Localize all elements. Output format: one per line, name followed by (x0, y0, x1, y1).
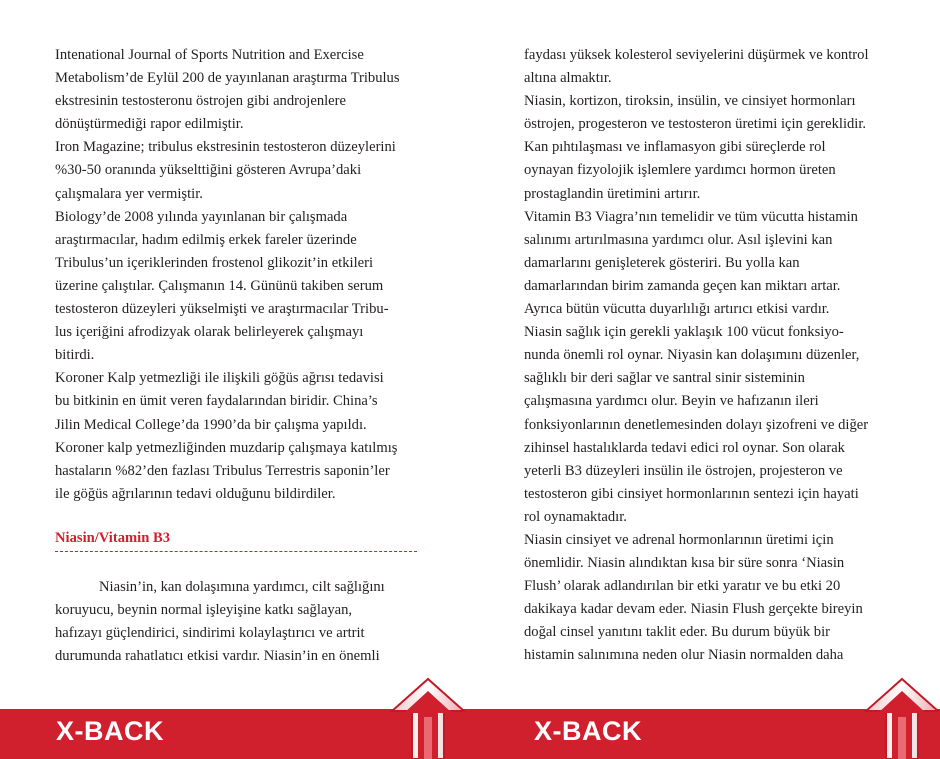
text-line: dakikaya kadar devam eder. Niasin Flush gerçekte bireyin (524, 601, 863, 618)
text-line: Niasin, kortizon, tiroksin, insülin, ve cinsiyet hormonları (524, 93, 856, 110)
text-line: nunda önemli rol oynar. Niyasin kan dolaşımını düzenler, (524, 347, 860, 364)
left-body-text (55, 44, 430, 506)
text-line: Intenational Journal of Sports Nutrition and Exercise (55, 47, 364, 63)
text-line: prostaglandin üretimini artırır. (524, 185, 701, 202)
up-arrow-icon[interactable] (864, 677, 940, 759)
text-line: Koroner kalp yetmezliğinden muzdarip çalışmaya katılmış (55, 439, 398, 456)
text-line: damarlarını genişleterek gösteriri. Bu yolla kan (524, 254, 800, 271)
text-line: Koroner Kalp yetmezliği ile ilişkili göğüs ağrısı tedavisi (55, 370, 384, 387)
text-line: lus içeriğini afrodizyak olarak belirleyerek çalışmayı (55, 324, 364, 341)
text-line: önemlidir. Niasin alındıktan kısa bir süre sonra ‘Niasin (524, 555, 845, 572)
text-line: bu bitkinin en ümit veren faydalarından biridir. China’s (55, 393, 378, 410)
text-line: oynayan fizyolojik işlemlere yardımcı hormon üreten (524, 162, 836, 179)
text-line: fonksiyonlarının denetlemesinden dolayı şizofreni ve diğer (524, 416, 869, 433)
text-line: ekstresinin testosteronu östrojen gibi androjenlere (55, 93, 346, 110)
text-line: östrojen, progesteron ve testosteron üretimi için gereklidir. (524, 116, 867, 133)
text-line: Tribulus’un içeriklerinden frostenol glikozit’in etkileri (55, 254, 374, 271)
section-body-text (55, 576, 430, 668)
text-line: Biology’de 2008 yılında yayınlanan bir çalışmada (55, 208, 348, 225)
text-line: yeterli B3 düzeyleri insülin ile östrojen, projesteron ve (524, 462, 843, 479)
up-arrow-icon[interactable] (390, 677, 466, 759)
section-heading: Niasin/Vitamin B3 (55, 530, 417, 552)
right-page (470, 0, 940, 759)
brand-logo-text: X-BACK (534, 716, 642, 746)
text-line: doğal cinsel yanıtını taklit eder. Bu durum büyük bir (524, 624, 831, 641)
text-line: faydası yüksek kolesterol seviyelerini düşürmek ve kontrol (524, 47, 869, 63)
right-body-text (524, 44, 909, 668)
text-line: testosteron gibi cinsiyet hormonlarının sentezi için hayati (524, 485, 859, 502)
text-line: Vitamin B3 Viagra’nın temelidir ve tüm vücutta histamin (524, 208, 858, 225)
text-line: rol oynamaktadır. (524, 508, 627, 525)
text-line: testosteron düzeyleri yükselmişti ve araştırmacılar Tribu- (55, 301, 389, 318)
text-line: salınımı artırılmasına yardımcı olur. Asıl işlevini kan (524, 231, 833, 248)
text-line: Metabolism’de Eylül 200 de yayınlanan araştırma Tribulus (55, 70, 400, 87)
text-line: üzerine çalıştılar. Çalışmanın 14. Gününü takiben serum (55, 277, 384, 294)
text-line: çalışmasına yardımcı olur. Beyin ve hafızanın ileri (524, 393, 819, 410)
text-line: Niasin cinsiyet ve adrenal hormonlarının üretimi için (524, 531, 834, 548)
text-line: Kan pıhtılaşması ve inflamasyon gibi süreçlerde rol (524, 139, 826, 156)
text-line: Jilin Medical College’da 1990’da bir çalışma yapıldı. (55, 416, 367, 433)
text-line: durumunda rahatlatıcı etkisi vardır. Niasin’in en önemli (55, 648, 380, 665)
text-line: Niasin sağlık için gerekli yaklaşık 100 vücut fonksiyo- (524, 324, 844, 341)
text-line: Ayrıca bütün vücutta duyarlılığı artırıcı etkisi vardır. (524, 301, 830, 318)
text-line: damarlarından birim zamanda geçen kan miktarı artar. (524, 277, 841, 294)
text-line: koruyucu, beynin normal işleyişine katkı sağlayan, (55, 602, 353, 619)
text-line: zihinsel hastalıklarda tedavi edici rol oynar. Son olarak (524, 439, 845, 456)
text-line: Iron Magazine; tribulus ekstresinin testosteron düzeylerini (55, 139, 396, 156)
text-line: %30-50 oranında yükselttiğini gösteren Avrupa’daki (55, 162, 362, 179)
text-line: Flush’ olarak adlandırılan bir etki yaratır ve bu etki 20 (524, 578, 841, 595)
text-line: Niasin’in, kan dolaşımına yardımcı, cilt sağlığını (99, 579, 385, 595)
text-line: altına almaktır. (524, 70, 612, 87)
text-line: hastaların %82’den fazlası Tribulus Terrestris saponin’ler (55, 462, 390, 479)
text-line: histamin salınımına neden olur Niasin normalden daha (524, 647, 844, 664)
text-line: ile göğüs ağrılarının tedavi olduğunu bildirdiler. (55, 485, 336, 502)
brand-logo-text: X-BACK (56, 716, 164, 746)
text-line: dönüştürmediği rapor edilmiştir. (55, 116, 244, 133)
text-line: hafızayı güçlendirici, sindirimi kolaylaştırıcı ve artrit (55, 625, 365, 642)
text-line: çalışmalara yer vermiştir. (55, 185, 203, 202)
text-line: sağlıklı bir deri sağlar ve santral sinir sisteminin (524, 370, 805, 387)
text-line: araştırmacılar, hadım edilmiş erkek fareler üzerinde (55, 231, 357, 248)
text-line: bitirdi. (55, 347, 95, 364)
